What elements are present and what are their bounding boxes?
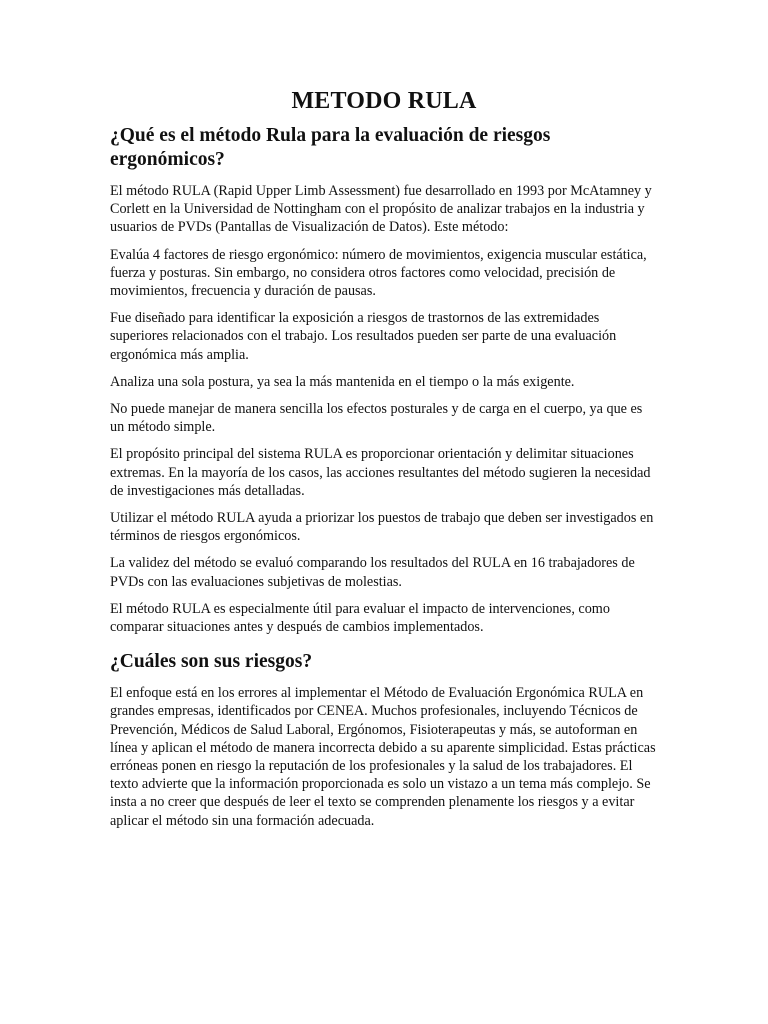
paragraph: Fue diseñado para identificar la exposición a riesgos de trastornos de las extremidades superiores relacionados con el trabajo. Los resultados pueden ser parte de una evaluación ergonómica más amplia. bbox=[110, 310, 617, 363]
document-page bbox=[110, 86, 658, 839]
paragraph: Analiza una sola postura, ya sea la más mantenida en el tiempo o la más exigente. bbox=[110, 373, 575, 390]
paragraph: El propósito principal del sistema RULA es proporcionar orientación y delimitar situaciones extremas. En la mayoría de los casos, las acciones resultantes del método sugieren la necesidad de investigaciones más detalladas. bbox=[110, 446, 651, 499]
paragraph: La validez del método se evaluó comparando los resultados del RULA en 16 trabajadores de PVDs con las evaluaciones subjetivas de molestias. bbox=[110, 555, 635, 590]
paragraph: No puede manejar de manera sencilla los efectos posturales y de carga en el cuerpo, ya que es un método simple. bbox=[110, 401, 643, 436]
section-heading-risks: ¿Cuáles son sus riesgos? bbox=[110, 651, 313, 673]
paragraph: Utilizar el método RULA ayuda a priorizar los puestos de trabajo que deben ser investigados en términos de riesgos ergonómicos. bbox=[110, 510, 654, 545]
paragraph: Evalúa 4 factores de riesgo ergonómico: número de movimientos, exigencia muscular estática, fuerza y posturas. Sin embargo, no considera otros factores como velocidad, precisión de movimientos, frecuencia y duración de pausas. bbox=[110, 246, 647, 300]
paragraph: El enfoque está en los errores al implementar el Método de Evaluación Ergonómica RULA en grandes empresas, identificados por CENEA. Muchos profesionales, incluyendo Técnicos de Prevención, Médicos de Salud Laboral, Ergónomos, Fisioterapeutas y más, se autoforman en línea y aplican el método de manera incorrecta debido a su aparente simplicidad. Estas prácticas erróneas ponen en riesgo la reputación de los profesionales y la salud de los trabajadores. El texto advierte que la información proporcionada es solo un vistazo a un tema más complejo. Se insta a no creer que después de leer el texto se comprenden plenamente los riesgos y a evitar aplicar el método sin una formación adecuada. bbox=[110, 685, 656, 829]
document-title: METODO RULA bbox=[291, 88, 477, 114]
paragraph: El método RULA (Rapid Upper Limb Assessment) fue desarrollado en 1993 por McAtamney y Corlett en la Universidad de Nottingham con el propósito de analizar trabajos en la industria y usuarios de PVDs (Pantallas de Visualización de Datos). Este método: bbox=[110, 183, 652, 236]
paragraph: El método RULA es especialmente útil para evaluar el impacto de intervenciones, como comparar situaciones antes y después de cambios implementados. bbox=[110, 600, 610, 636]
section-heading-what-is: ¿Qué es el método Rula para la evaluación de riesgos ergonómicos? bbox=[110, 125, 551, 170]
